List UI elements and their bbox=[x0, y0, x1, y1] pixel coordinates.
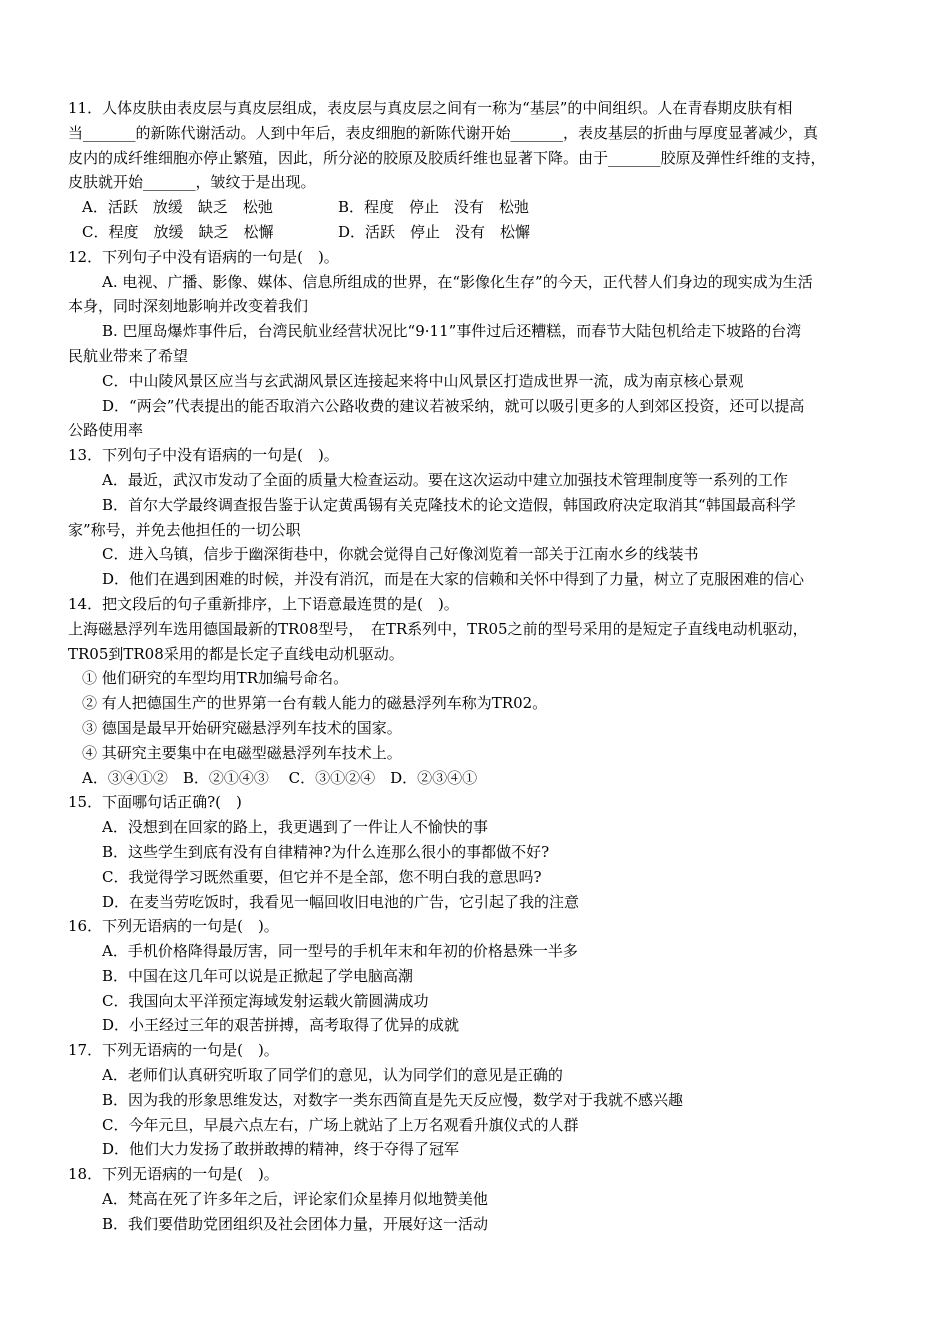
q11-option-c: C．程度 放缓 缺乏 松懈 bbox=[82, 222, 274, 241]
q13-stem: 13．下列句子中没有语病的一句是( )。 bbox=[68, 446, 339, 465]
q12-option-d-cont: 公路使用率 bbox=[68, 421, 144, 440]
q12-option-d: D．“两会”代表提出的能否取消六公路收费的建议若被采纳，就可以吸引更多的人到郊区投资，还可以提高 bbox=[102, 396, 805, 415]
q13-option-a: A．最近，武汉市发动了全面的质量大检查运动。要在这次运动中建立加强技术管理制度等一系列的工作 bbox=[102, 470, 788, 489]
q11-line-3: 皮内的成纤维细胞亦停止繁殖，因此，所分泌的胶原及胶质纤维也显著下降。由于_______胶原及弹性纤维的支持， bbox=[68, 148, 826, 167]
q15-option-c: C．我觉得学习既然重要，但它并不是全部，您不明白我的意思吗? bbox=[102, 867, 542, 886]
q16-stem: 16．下列无语病的一句是( )。 bbox=[68, 917, 279, 936]
q17-option-b: B．因为我的形象思维发达，对数字一类东西简直是先天反应慢，数学对于我就不感兴趣 bbox=[102, 1090, 684, 1109]
q11-option-d: D．活跃 停止 没有 松懈 bbox=[338, 222, 531, 241]
q17-option-d: D．他们大力发扬了敢拼敢搏的精神，终于夺得了冠军 bbox=[102, 1140, 460, 1159]
q12-option-a-cont: 本身，同时深刻地影响并改变着我们 bbox=[68, 297, 309, 316]
q12-stem: 12．下列句子中没有语病的一句是( )。 bbox=[68, 247, 339, 266]
q14-sentence-1: ① 他们研究的车型均用TR加编号命名。 bbox=[82, 669, 349, 688]
q15-option-b: B．这些学生到底有没有自律精神?为什么连那么很小的事都做不好? bbox=[102, 842, 550, 861]
q14-sentence-4: ④ 其研究主要集中在电磁型磁悬浮列车技术上。 bbox=[82, 743, 402, 762]
q15-stem: 15．下面哪句话正确?( ) bbox=[68, 793, 242, 812]
q17-stem: 17．下列无语病的一句是( )。 bbox=[68, 1041, 279, 1060]
q11-line-1: 11．人体皮肤由表皮层与真皮层组成，表皮层与真皮层之间有一称为“基层”的中间组织。人在青春期皮肤有相 bbox=[68, 99, 793, 117]
q18-stem: 18．下列无语病的一句是( )。 bbox=[68, 1165, 279, 1184]
q16-option-b: B．中国在这几年可以说是正掀起了学电脑高潮 bbox=[102, 966, 414, 985]
exam-page bbox=[68, 96, 886, 1237]
q13-option-b: B．首尔大学最终调查报告鉴于认定黄禹锡有关克隆技术的论文造假，韩国政府决定取消其“韩国最高科学 bbox=[102, 495, 796, 514]
q14-sentence-2: ② 有人把德国生产的世界第一台有载人能力的磁悬浮列车称为TR02。 bbox=[82, 694, 548, 713]
q17-option-c: C．今年元旦，早晨六点左右，广场上就站了上万名观看升旗仪式的人群 bbox=[102, 1115, 579, 1134]
q13-option-b-cont: 家”称号，并免去他担任的一切公职 bbox=[68, 520, 301, 539]
q15-option-d: D．在麦当劳吃饭时，我看见一幅回收旧电池的广告，它引起了我的注意 bbox=[102, 892, 580, 911]
q16-option-d: D．小王经过三年的艰苦拼搏，高考取得了优异的成就 bbox=[102, 1016, 460, 1035]
q14-passage-line-2: TR05到TR08采用的都是长定子直线电动机驱动。 bbox=[68, 644, 404, 663]
q11-option-b: B．程度 停止 没有 松弛 bbox=[338, 198, 530, 217]
q17-option-a: A．老师们认真研究听取了同学们的意见，认为同学们的意见是正确的 bbox=[102, 1066, 563, 1085]
q11-line-4: 皮肤就开始_______，皱纹于是出现。 bbox=[68, 173, 316, 192]
q14-sentence-3: ③ 德国是最早开始研究磁悬浮列车技术的国家。 bbox=[82, 718, 402, 737]
q14-options: A．③④①② B．②①④③ C．③①②④ D．②③④① bbox=[82, 768, 478, 787]
q11-option-a: A．活跃 放缓 缺乏 松弛 bbox=[82, 198, 273, 217]
q16-option-c: C．我国向太平洋预定海域发射运载火箭圆满成功 bbox=[102, 991, 429, 1010]
q11-options-row-2 bbox=[68, 220, 886, 245]
q11-options-row-1 bbox=[68, 195, 886, 220]
q14-stem: 14．把文段后的句子重新排序，上下语意最连贯的是( )。 bbox=[68, 594, 459, 613]
q18-option-a: A．梵高在死了许多年之后，评论家们众星捧月似地赞美他 bbox=[102, 1190, 488, 1209]
q13-option-c: C．进入乌镇，信步于幽深街巷中，你就会觉得自己好像浏览着一部关于江南水乡的线装书 bbox=[102, 545, 699, 564]
q18-option-b: B．我们要借助党团组织及社会团体力量，开展好这一活动 bbox=[102, 1214, 489, 1233]
q16-option-a: A．手机价格降得最厉害，同一型号的手机年末和年初的价格悬殊一半多 bbox=[102, 942, 578, 961]
q12-option-a: A. 电视、广播、影像、媒体、信息所组成的世界，在“影像化生存”的今天，正代替人们身边的现实成为生活 bbox=[102, 272, 813, 291]
q12-option-b-cont: 民航业带来了希望 bbox=[68, 346, 189, 365]
q12-option-b: B. 巴厘岛爆炸事件后，台湾民航业经营状况比“9·11”事件过后还糟糕，而春节大陆包机给走下坡路的台湾 bbox=[102, 322, 802, 341]
q12-option-c: C．中山陵风景区应当与玄武湖风景区连接起来将中山风景区打造成世界一流，成为南京核心景观 bbox=[102, 371, 744, 390]
q11-line-2: 当_______的新陈代谢活动。人到中年后，表皮细胞的新陈代谢开始_______，表皮基层的折曲与厚度显著减少，真 bbox=[68, 123, 819, 142]
q13-option-d: D．他们在遇到困难的时候，并没有消沉，而是在大家的信赖和关怀中得到了力量，树立了克服困难的信心 bbox=[102, 570, 805, 589]
q14-passage-line-1: 上海磁悬浮列车选用德国最新的TR08型号， 在TR系列中，TR05之前的型号采用的是短定子直线电动机驱动， bbox=[68, 619, 808, 638]
q15-option-a: A．没想到在回家的路上，我更遇到了一件让人不愉快的事 bbox=[102, 818, 488, 837]
